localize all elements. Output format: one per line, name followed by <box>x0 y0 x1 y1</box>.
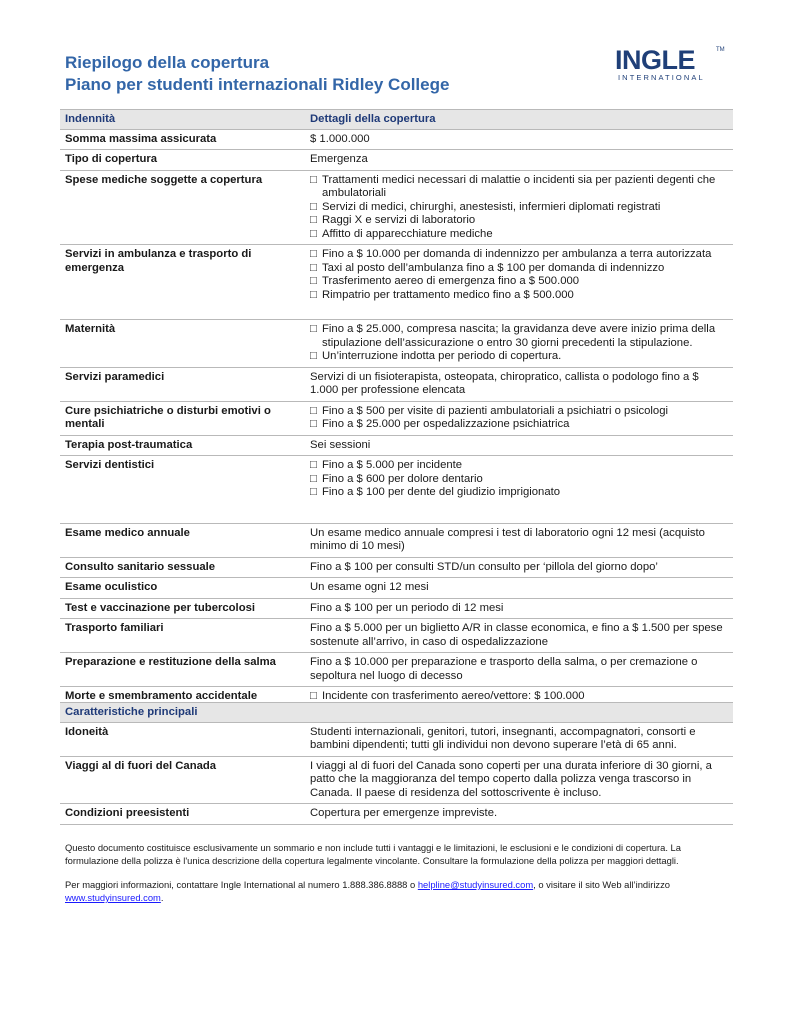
features-label: Condizioni preesistenti <box>60 804 305 825</box>
bullet-item <box>310 350 728 364</box>
features-row <box>60 756 733 804</box>
coverage-row <box>60 456 733 524</box>
checkbox-bullet-icon: □ <box>310 227 317 240</box>
coverage-label: Maternità <box>60 320 305 368</box>
checkbox-bullet-icon: □ <box>310 173 317 186</box>
contact-end: . <box>160 892 164 903</box>
bullet-text: Fino a $ 600 per dolore dentario <box>322 472 483 485</box>
coverage-details: Un esame medico annuale compresi i test di laboratorio ogni 12 mesi (acquisto minimo di 10 mesi) <box>305 523 733 557</box>
coverage-label: Servizi dentistici <box>60 456 305 524</box>
coverage-details: Servizi di un fisioterapista, osteopata, chiropratico, callista o podologo fino a $ 1.000 per professione elencata <box>305 367 733 401</box>
bullet-text: Raggi X e servizi di laboratorio <box>322 214 476 226</box>
checkbox-bullet-icon: □ <box>310 200 317 213</box>
coverage-details: Un esame ogni 12 mesi <box>305 578 733 599</box>
features-heading-blank <box>305 703 733 723</box>
coverage-label: Preparazione e restituzione della salma <box>60 653 305 687</box>
coverage-label: Cure psichiatriche o disturbi emotivi o mentali <box>60 401 305 435</box>
coverage-label: Somma massima assicurata <box>60 129 305 150</box>
checkbox-bullet-icon: □ <box>310 690 317 702</box>
coverage-label: Test e vaccinazione per tubercolosi <box>60 598 305 619</box>
bullet-item <box>310 248 728 262</box>
features-table-header <box>60 703 733 723</box>
bullet-item <box>310 405 728 419</box>
coverage-label: Esame medico annuale <box>60 523 305 557</box>
coverage-details: $ 1.000.000 <box>305 129 733 150</box>
bullet-item <box>310 459 728 473</box>
bullet-text: Fino a $ 500 per visite di pazienti ambulatoriali a psichiatri o psicologi <box>322 404 668 417</box>
bullet-item <box>310 262 728 276</box>
header <box>65 52 449 96</box>
page-title: Riepilogo della copertura <box>65 53 270 72</box>
disclaimer-text <box>65 841 735 867</box>
coverage-row <box>60 129 733 150</box>
features-row <box>60 722 733 756</box>
ingle-logo <box>612 45 724 93</box>
bullet-item <box>310 201 728 215</box>
coverage-details: Sei sessioni <box>305 435 733 456</box>
features-label: Idoneità <box>60 722 305 756</box>
helpline-email-link[interactable]: helpline@studyinsured.com <box>417 879 534 890</box>
bullet-text: Fino a $ 25.000 per ospedalizzazione psichiatrica <box>322 418 570 430</box>
bullet-text: Fino a $ 100 per dente del giudizio imprigionato <box>322 486 561 498</box>
features-table <box>60 702 733 825</box>
coverage-row <box>60 653 733 687</box>
coverage-label: Terapia post-traumatica <box>60 435 305 456</box>
coverage-label: Spese mediche soggette a copertura <box>60 170 305 245</box>
coverage-row <box>60 598 733 619</box>
coverage-row <box>60 367 733 401</box>
bullet-text: Fino a $ 25.000, compresa nascita; la gravidanza deve avere inizio prima della stipulazione dell’assicurazione o entro 30 giorni precedenti la stipulazione. <box>322 323 716 349</box>
checkbox-bullet-icon: □ <box>310 418 317 430</box>
bullet-item <box>310 289 728 303</box>
bullet-item <box>310 323 728 350</box>
logo-wordmark: INGLE <box>615 45 696 75</box>
bullet-item <box>310 228 728 242</box>
contact-pre: Per maggiori informazioni, contattare Ingle International al numero 1.888.386.8888 o <box>65 879 418 890</box>
coverage-label: Morte e smembramento accidentale <box>60 687 305 721</box>
bullet-item <box>310 214 728 228</box>
bullet-text: Fino a $ 5.000 per incidente <box>322 459 463 471</box>
coverage-details: Fino a $ 100 per un periodo di 12 mesi <box>305 598 733 619</box>
coverage-row <box>60 619 733 653</box>
checkbox-bullet-icon: □ <box>310 275 317 287</box>
bullet-text: Affitto di apparecchiature mediche <box>322 227 493 240</box>
bullet-text: Servizi di medici, chirurghi, anestesisti, infermieri diplomati registrati <box>322 200 661 213</box>
features-row <box>60 804 733 825</box>
checkbox-bullet-icon: □ <box>310 261 317 274</box>
coverage-details <box>305 456 733 524</box>
coverage-details: Fino a $ 5.000 per un biglietto A/R in classe economica, e fino a $ 1.500 per spese sostenute all’arrivo, in caso di ospedalizzazione <box>305 619 733 653</box>
bullet-text: Taxi al posto dell’ambulanza fino a $ 100 per domanda di indennizzo <box>322 261 665 274</box>
coverage-label: Trasporto familiari <box>60 619 305 653</box>
website-link[interactable]: www.studyinsured.com <box>65 892 161 903</box>
bullet-item <box>310 418 728 432</box>
coverage-row <box>60 170 733 245</box>
coverage-row <box>60 435 733 456</box>
features-details: Studenti internazionali, genitori, tutori, insegnanti, accompagnatori, consorti e bambini dipendenti; tutti gli individui non devono superare l’età di 65 anni. <box>305 722 733 756</box>
coverage-row <box>60 557 733 578</box>
bullet-text: Fino a $ 10.000 per domanda di indennizzo per ambulanza a terra autorizzata <box>322 248 712 260</box>
checkbox-bullet-icon: □ <box>310 404 317 417</box>
features-heading: Caratteristiche principali <box>60 703 305 723</box>
disclaimer: Questo documento costituisce esclusivamente un sommario e non include tutti i vantaggi e le limitazioni, le esclusioni e le condizioni di copertura. La formulazione della polizza è l'unica descrizione della copertura legalmente vincolante. Consultare la formulazione della polizza per maggiori dettagli. <box>65 842 681 866</box>
page-subtitle: Piano per studenti internazionali Ridley College <box>65 75 450 94</box>
features-details: Copertura per emergenze impreviste. <box>305 804 733 825</box>
coverage-row <box>60 245 733 320</box>
bullet-item <box>310 486 728 500</box>
coverage-row <box>60 401 733 435</box>
checkbox-bullet-icon: □ <box>310 323 317 335</box>
checkbox-bullet-icon: □ <box>310 459 317 471</box>
coverage-table-header <box>60 110 733 130</box>
coverage-table <box>60 109 733 721</box>
column-header-benefit: Indennità <box>60 110 305 130</box>
bullet-text: Trattamenti medici necessari di malattie o incidenti sia per pazienti degenti che ambulatoriali <box>322 173 716 199</box>
coverage-details: Emergenza <box>305 150 733 171</box>
bullet-text: Rimpatrio per trattamento medico fino a $ 500.000 <box>322 288 574 301</box>
coverage-details <box>305 320 733 368</box>
coverage-details: Fino a $ 10.000 per preparazione e trasporto della salma, o per cremazione o sepoltura nel luogo di decesso <box>305 653 733 687</box>
coverage-label: Consulto sanitario sessuale <box>60 557 305 578</box>
checkbox-bullet-icon: □ <box>310 248 317 260</box>
bullet-text: Incidente con trasferimento aereo/vettore: $ 100.000 <box>322 690 585 702</box>
coverage-label: Servizi paramedici <box>60 367 305 401</box>
features-label: Viaggi al di fuori del Canada <box>60 756 305 804</box>
features-details: I viaggi al di fuori del Canada sono coperti per una durata inferiore di 30 giorni, a patto che la maggioranza del tempo coperto dalla polizza venga trascorso in Canada. Il paese di residenza del sottoscrivente è incluso. <box>305 756 733 804</box>
coverage-row <box>60 523 733 557</box>
checkbox-bullet-icon: □ <box>310 486 317 498</box>
bullet-text: Trasferimento aereo di emergenza fino a $ 500.000 <box>322 275 580 287</box>
coverage-row <box>60 320 733 368</box>
bullet-item <box>310 473 728 487</box>
coverage-row <box>60 578 733 599</box>
coverage-label: Tipo di copertura <box>60 150 305 171</box>
coverage-details: Fino a $ 100 per consulti STD/un consulto per ‘pillola del giorno dopo’ <box>305 557 733 578</box>
logo-subtext: INTERNATIONAL <box>618 73 705 82</box>
coverage-label: Servizi in ambulanza e trasporto di emergenza <box>60 245 305 320</box>
coverage-details <box>305 401 733 435</box>
column-header-details: Dettagli della copertura <box>305 110 733 130</box>
logo-trademark: TM <box>716 47 725 53</box>
contact-info <box>65 878 735 904</box>
contact-mid: , o visitare il sito Web all’indirizzo <box>533 879 670 890</box>
coverage-details <box>305 245 733 320</box>
checkbox-bullet-icon: □ <box>310 350 317 362</box>
bullet-text: Un’interruzione indotta per periodo di copertura. <box>322 350 562 362</box>
coverage-row <box>60 150 733 171</box>
bullet-item <box>310 174 728 201</box>
bullet-item <box>310 275 728 289</box>
checkbox-bullet-icon: □ <box>310 288 317 301</box>
checkbox-bullet-icon: □ <box>310 214 317 226</box>
coverage-details <box>305 170 733 245</box>
checkbox-bullet-icon: □ <box>310 472 317 485</box>
coverage-label: Esame oculistico <box>60 578 305 599</box>
